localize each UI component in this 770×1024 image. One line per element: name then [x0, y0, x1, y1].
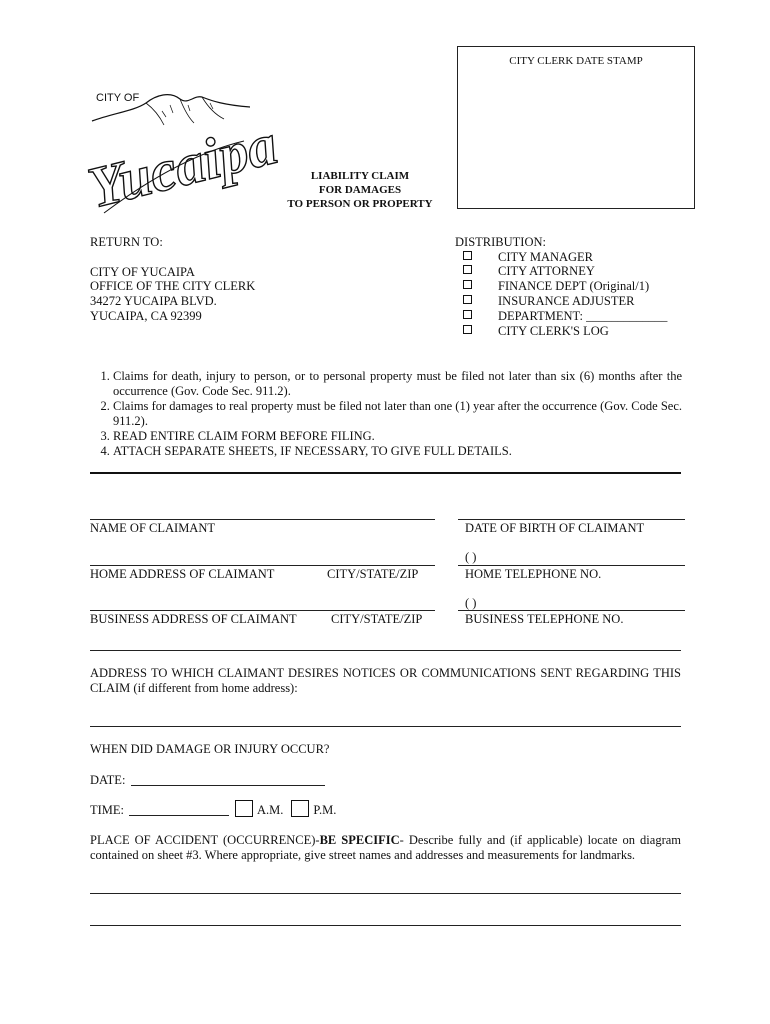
instructions-list: [90, 369, 682, 459]
checkbox-icon[interactable]: [463, 295, 472, 304]
title-line-2: FOR DAMAGES: [318, 184, 402, 196]
dob-label: DATE OF BIRTH OF CLAIMANT: [465, 521, 645, 535]
instruction-item: 2. Claims for damages to real property must be filed not later than one (1) year after the occurrence (Gov. Code Sec. 911.2).: [113, 399, 682, 429]
business-phone-input-line[interactable]: [458, 610, 685, 611]
distribution-item: DEPARTMENT: _____________: [463, 309, 667, 324]
instruction-item: 3. READ ENTIRE CLAIM FORM BEFORE FILING.: [113, 429, 682, 444]
checkbox-icon[interactable]: [463, 325, 472, 334]
section-divider: [90, 472, 681, 474]
dob-input-line[interactable]: [458, 519, 685, 520]
logo-city-of-text: CITY OF: [96, 92, 140, 104]
distribution-item: INSURANCE ADJUSTER: [463, 294, 634, 309]
home-address-label: HOME ADDRESS OF CLAIMANT: [90, 567, 275, 581]
place-bold: BE SPECIFIC: [319, 833, 400, 847]
distribution-item: CITY MANAGER: [463, 250, 593, 265]
return-to-line: CITY OF YUCAIPA: [90, 265, 195, 279]
time-label: TIME:: [90, 803, 125, 817]
distribution-item: FINANCE DEPT (Original/1): [463, 279, 649, 294]
pm-checkbox[interactable]: [291, 800, 309, 817]
distribution-label: DISTRIBUTION:: [455, 235, 546, 249]
business-phone-area-code: ( ): [465, 596, 477, 610]
stamp-label: CITY CLERK DATE STAMP: [509, 55, 643, 67]
logo-yucaipa-text: Yucaipa: [81, 110, 284, 221]
place-of-accident-text: [90, 833, 681, 863]
place-rest: - Describe fully and (if applicable) locate on diagram contained on sheet #3. Where appropriate, give street names and addresses and measurements for landmarks.: [90, 833, 682, 862]
instruction-item: 4. ATTACH SEPARATE SHEETS, IF NECESSARY, TO GIVE FULL DETAILS.: [113, 444, 682, 459]
checkbox-icon[interactable]: [463, 310, 472, 319]
home-phone-input-line[interactable]: [458, 565, 685, 566]
return-to-line: 34272 YUCAIPA BLVD.: [90, 294, 217, 308]
notice-address-input-line[interactable]: [90, 726, 681, 727]
business-phone-label: BUSINESS TELEPHONE NO.: [465, 612, 624, 626]
form-title: [270, 169, 450, 211]
when-occur-label: WHEN DID DAMAGE OR INJURY OCCUR?: [90, 742, 330, 756]
title-line-1: LIABILITY CLAIM: [310, 170, 410, 182]
notice-address-label: ADDRESS TO WHICH CLAIMANT DESIRES NOTICES OR COMMUNICATIONS SENT REGARDING THIS CLAIM (if different from home address):: [90, 666, 681, 695]
home-phone-area-code: ( ): [465, 550, 477, 564]
return-to-line: YUCAIPA, CA 92399: [90, 309, 202, 323]
business-city-state-zip-label: CITY/STATE/ZIP: [331, 612, 423, 626]
home-address-input-line[interactable]: [90, 565, 435, 566]
distribution-item: CITY ATTORNEY: [463, 264, 595, 279]
name-of-claimant-label: NAME OF CLAIMANT: [90, 521, 215, 535]
time-input-line[interactable]: [129, 815, 229, 816]
place-prefix: PLACE OF ACCIDENT (OCCURRENCE)-: [90, 833, 320, 847]
city-clerk-date-stamp-box: [457, 46, 695, 209]
checkbox-icon[interactable]: [463, 265, 472, 274]
pm-label: P.M.: [313, 803, 337, 817]
home-phone-label: HOME TELEPHONE NO.: [465, 567, 602, 581]
home-city-state-zip-label: CITY/STATE/ZIP: [327, 567, 419, 581]
distribution-item: CITY CLERK'S LOG: [463, 324, 609, 339]
checkbox-icon[interactable]: [463, 280, 472, 289]
checkbox-icon[interactable]: [463, 251, 472, 260]
time-row: [90, 803, 124, 818]
am-pm-row: [229, 800, 336, 818]
city-of-yucaipa-logo: [81, 83, 284, 223]
business-address-input-line[interactable]: [90, 610, 435, 611]
title-line-3: TO PERSON OR PROPERTY: [287, 198, 433, 210]
place-input-line-2[interactable]: [90, 925, 681, 926]
notice-divider-line: [90, 650, 681, 651]
am-checkbox[interactable]: [235, 800, 253, 817]
date-label: DATE:: [90, 773, 126, 787]
place-input-line-1[interactable]: [90, 893, 681, 894]
date-input-line[interactable]: [131, 785, 325, 786]
name-input-line[interactable]: [90, 519, 435, 520]
return-to-label: RETURN TO:: [90, 235, 163, 249]
instruction-item: 1. Claims for death, injury to person, or to personal property must be filed not later than six (6) months after the occurrence (Gov. Code Sec. 911.2).: [113, 369, 682, 399]
return-to-line: OFFICE OF THE CITY CLERK: [90, 279, 256, 293]
business-address-label: BUSINESS ADDRESS OF CLAIMANT: [90, 612, 297, 626]
am-label: A.M.: [257, 803, 284, 817]
